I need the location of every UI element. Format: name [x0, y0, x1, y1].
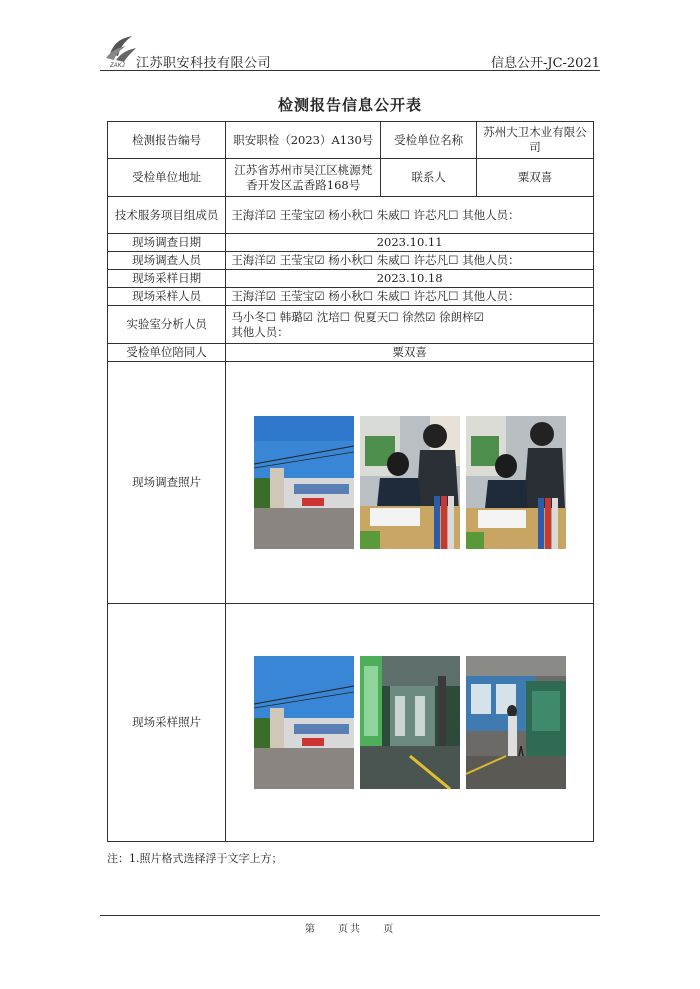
- survey-date-value: 2023.10.11: [226, 234, 594, 252]
- survey-photos-cell: [226, 362, 594, 604]
- report-no-label: 检测报告编号: [108, 122, 226, 159]
- page-footer: [0, 920, 700, 935]
- lab-value: [226, 306, 594, 344]
- table-row: [108, 306, 594, 344]
- sampling-photos-cell: [226, 604, 594, 842]
- header-divider: [100, 70, 600, 71]
- company-logo: [104, 32, 138, 68]
- desk-signing-photo-1: [360, 416, 460, 549]
- table-row: [108, 159, 594, 197]
- site-building-photo-2: [254, 656, 354, 789]
- sampling-date-label: 现场采样日期: [108, 270, 226, 288]
- sampling-photos: [230, 656, 589, 789]
- table-row: [108, 362, 594, 604]
- footer-total-unit: 页: [383, 924, 396, 935]
- survey-staff-label: 现场调查人员: [108, 252, 226, 270]
- sampling-date-value: 2023.10.18: [226, 270, 594, 288]
- escort-label: 受检单位陪同人: [108, 344, 226, 362]
- lab-value-line2: 其他人员：: [231, 324, 289, 339]
- table-row: [108, 270, 594, 288]
- report-no-value: 职安职检（2023）A130号: [226, 122, 381, 159]
- survey-photos: [230, 416, 589, 549]
- escort-value: 粟双喜: [226, 344, 594, 362]
- sampling-photos-label: 现场采样照片: [108, 604, 226, 842]
- contact-label: 联系人: [381, 159, 477, 197]
- unit-name-value: 苏州大卫木业有限公司: [477, 122, 594, 159]
- table-row: [108, 234, 594, 252]
- lab-value-line1: 马小冬☐ 韩璐☑ 沈培☐ 倪夏天☐ 徐然☑ 徐朗梓☑: [231, 309, 484, 324]
- page-header: [100, 30, 600, 70]
- table-row: [108, 344, 594, 362]
- lab-label: 实验室分析人员: [108, 306, 226, 344]
- survey-date-label: 现场调查日期: [108, 234, 226, 252]
- address-value: 江苏省苏州市吴江区桃源梵香开发区孟香路168号: [226, 159, 381, 197]
- footer-page-unit: 页共: [338, 924, 362, 935]
- workshop-photo-2: [466, 656, 566, 789]
- document-number: 信息公开-JC-2021: [490, 56, 600, 71]
- workshop-photo-1: [360, 656, 460, 789]
- table-row: [108, 197, 594, 234]
- footnote: 注：1.照片格式选择浮于文字上方；: [107, 852, 283, 865]
- info-table: [107, 121, 594, 842]
- sampling-staff-value: 王海洋☑ 王莹宝☑ 杨小秋☐ 朱威☐ 许芯凡☐ 其他人员：: [226, 288, 594, 306]
- table-row: [108, 288, 594, 306]
- company-name: 江苏职安科技有限公司: [136, 56, 272, 71]
- table-row: [108, 122, 594, 159]
- team-value: 王海洋☑ 王莹宝☑ 杨小秋☐ 朱威☐ 许芯凡☐ 其他人员：: [226, 197, 594, 234]
- unit-name-label: 受检单位名称: [381, 122, 477, 159]
- survey-photos-label: 现场调查照片: [108, 362, 226, 604]
- svg-text:ZAKJ: ZAKJ: [110, 63, 125, 68]
- page-title: 检测报告信息公开表: [277, 96, 422, 114]
- team-label: 技术服务项目组成员: [108, 197, 226, 234]
- sampling-staff-label: 现场采样人员: [108, 288, 226, 306]
- footer-divider: [100, 915, 600, 916]
- table-row: [108, 604, 594, 842]
- site-building-photo: [254, 416, 354, 549]
- desk-signing-photo-2: [466, 416, 566, 549]
- footer-page: 第: [304, 924, 317, 935]
- table-row: [108, 252, 594, 270]
- address-label: 受检单位地址: [108, 159, 226, 197]
- survey-staff-value: 王海洋☑ 王莹宝☑ 杨小秋☐ 朱威☐ 许芯凡☐ 其他人员：: [226, 252, 594, 270]
- contact-value: 粟双喜: [477, 159, 594, 197]
